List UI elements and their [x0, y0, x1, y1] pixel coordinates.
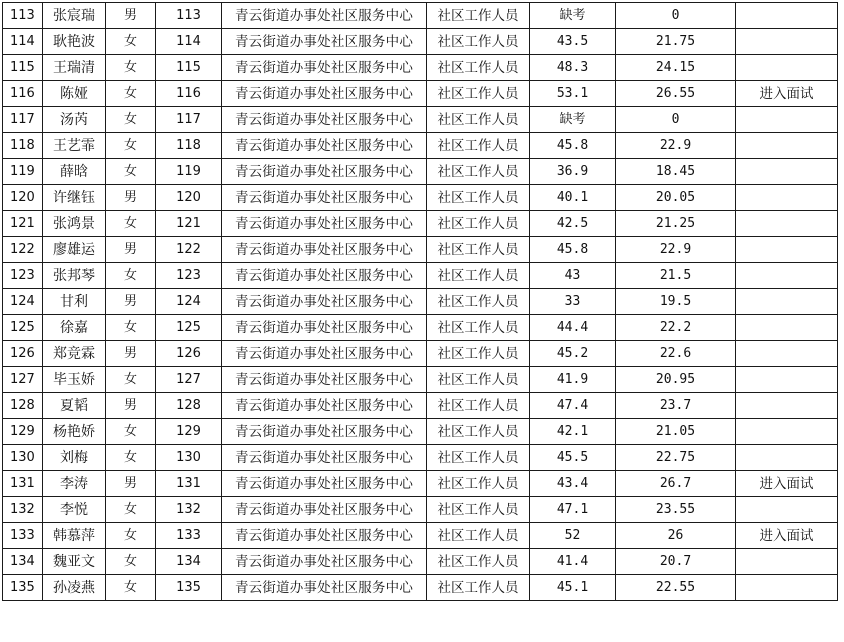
name-cell: 王瑞清 — [43, 55, 106, 81]
remark-cell — [736, 263, 838, 289]
written-score-cell: 45.8 — [530, 133, 616, 159]
ticket-number-cell: 126 — [156, 341, 222, 367]
gender-cell: 男 — [106, 237, 156, 263]
name-cell: 毕玉娇 — [43, 367, 106, 393]
table-row — [3, 185, 838, 211]
table-row — [3, 419, 838, 445]
unit-cell: 青云街道办事处社区服务中心 — [222, 315, 427, 341]
remark-cell — [736, 393, 838, 419]
weighted-score-cell: 22.2 — [616, 315, 736, 341]
ticket-number-cell: 125 — [156, 315, 222, 341]
table-row — [3, 55, 838, 81]
remark-cell — [736, 107, 838, 133]
table-row — [3, 81, 838, 107]
position-cell: 社区工作人员 — [427, 549, 530, 575]
unit-cell: 青云街道办事处社区服务中心 — [222, 211, 427, 237]
name-cell: 耿艳波 — [43, 29, 106, 55]
unit-cell: 青云街道办事处社区服务中心 — [222, 523, 427, 549]
name-cell: 廖雄运 — [43, 237, 106, 263]
ticket-number-cell: 121 — [156, 211, 222, 237]
results-table-body — [3, 3, 838, 601]
written-score-cell: 52 — [530, 523, 616, 549]
gender-cell: 男 — [106, 185, 156, 211]
name-cell: 徐嘉 — [43, 315, 106, 341]
gender-cell: 男 — [106, 3, 156, 29]
gender-cell: 女 — [106, 575, 156, 601]
weighted-score-cell: 20.05 — [616, 185, 736, 211]
table-row — [3, 471, 838, 497]
results-table — [2, 2, 838, 601]
gender-cell: 女 — [106, 55, 156, 81]
gender-cell: 女 — [106, 29, 156, 55]
weighted-score-cell: 22.6 — [616, 341, 736, 367]
remark-cell — [736, 289, 838, 315]
table-row — [3, 575, 838, 601]
table-row — [3, 289, 838, 315]
weighted-score-cell: 21.05 — [616, 419, 736, 445]
gender-cell: 男 — [106, 341, 156, 367]
written-score-cell: 36.9 — [530, 159, 616, 185]
ticket-number-cell: 130 — [156, 445, 222, 471]
unit-cell: 青云街道办事处社区服务中心 — [222, 575, 427, 601]
remark-cell — [736, 29, 838, 55]
written-score-cell: 33 — [530, 289, 616, 315]
table-row — [3, 3, 838, 29]
row-number-cell: 134 — [3, 549, 43, 575]
table-row — [3, 367, 838, 393]
ticket-number-cell: 113 — [156, 3, 222, 29]
weighted-score-cell: 26.55 — [616, 81, 736, 107]
row-number-cell: 123 — [3, 263, 43, 289]
row-number-cell: 126 — [3, 341, 43, 367]
table-row — [3, 497, 838, 523]
ticket-number-cell: 127 — [156, 367, 222, 393]
name-cell: 郑竞霖 — [43, 341, 106, 367]
unit-cell: 青云街道办事处社区服务中心 — [222, 263, 427, 289]
written-score-cell: 缺考 — [530, 107, 616, 133]
name-cell: 陈娅 — [43, 81, 106, 107]
remark-cell — [736, 237, 838, 263]
row-number-cell: 135 — [3, 575, 43, 601]
unit-cell: 青云街道办事处社区服务中心 — [222, 159, 427, 185]
table-row — [3, 523, 838, 549]
gender-cell: 女 — [106, 549, 156, 575]
position-cell: 社区工作人员 — [427, 55, 530, 81]
position-cell: 社区工作人员 — [427, 185, 530, 211]
row-number-cell: 113 — [3, 3, 43, 29]
weighted-score-cell: 21.5 — [616, 263, 736, 289]
gender-cell: 女 — [106, 315, 156, 341]
row-number-cell: 133 — [3, 523, 43, 549]
written-score-cell: 45.8 — [530, 237, 616, 263]
unit-cell: 青云街道办事处社区服务中心 — [222, 55, 427, 81]
written-score-cell: 48.3 — [530, 55, 616, 81]
position-cell: 社区工作人员 — [427, 419, 530, 445]
remark-cell: 进入面试 — [736, 471, 838, 497]
weighted-score-cell: 19.5 — [616, 289, 736, 315]
weighted-score-cell: 20.7 — [616, 549, 736, 575]
unit-cell: 青云街道办事处社区服务中心 — [222, 367, 427, 393]
row-number-cell: 116 — [3, 81, 43, 107]
ticket-number-cell: 117 — [156, 107, 222, 133]
remark-cell — [736, 211, 838, 237]
weighted-score-cell: 21.75 — [616, 29, 736, 55]
name-cell: 甘利 — [43, 289, 106, 315]
gender-cell: 女 — [106, 263, 156, 289]
name-cell: 韩慕萍 — [43, 523, 106, 549]
written-score-cell: 53.1 — [530, 81, 616, 107]
name-cell: 张宸瑞 — [43, 3, 106, 29]
unit-cell: 青云街道办事处社区服务中心 — [222, 341, 427, 367]
position-cell: 社区工作人员 — [427, 393, 530, 419]
name-cell: 孙凌燕 — [43, 575, 106, 601]
row-number-cell: 122 — [3, 237, 43, 263]
remark-cell — [736, 549, 838, 575]
unit-cell: 青云街道办事处社区服务中心 — [222, 471, 427, 497]
table-row — [3, 549, 838, 575]
remark-cell — [736, 315, 838, 341]
unit-cell: 青云街道办事处社区服务中心 — [222, 81, 427, 107]
name-cell: 夏韬 — [43, 393, 106, 419]
remark-cell — [736, 133, 838, 159]
remark-cell — [736, 185, 838, 211]
written-score-cell: 47.1 — [530, 497, 616, 523]
table-row — [3, 133, 838, 159]
weighted-score-cell: 23.55 — [616, 497, 736, 523]
position-cell: 社区工作人员 — [427, 133, 530, 159]
weighted-score-cell: 0 — [616, 107, 736, 133]
table-row — [3, 341, 838, 367]
position-cell: 社区工作人员 — [427, 445, 530, 471]
row-number-cell: 129 — [3, 419, 43, 445]
unit-cell: 青云街道办事处社区服务中心 — [222, 289, 427, 315]
unit-cell: 青云街道办事处社区服务中心 — [222, 497, 427, 523]
ticket-number-cell: 133 — [156, 523, 222, 549]
written-score-cell: 40.1 — [530, 185, 616, 211]
row-number-cell: 115 — [3, 55, 43, 81]
remark-cell — [736, 55, 838, 81]
gender-cell: 男 — [106, 289, 156, 315]
table-row — [3, 211, 838, 237]
weighted-score-cell: 22.55 — [616, 575, 736, 601]
weighted-score-cell: 0 — [616, 3, 736, 29]
unit-cell: 青云街道办事处社区服务中心 — [222, 445, 427, 471]
table-row — [3, 445, 838, 471]
remark-cell — [736, 159, 838, 185]
written-score-cell: 44.4 — [530, 315, 616, 341]
position-cell: 社区工作人员 — [427, 263, 530, 289]
row-number-cell: 121 — [3, 211, 43, 237]
weighted-score-cell: 24.15 — [616, 55, 736, 81]
name-cell: 张邦琴 — [43, 263, 106, 289]
unit-cell: 青云街道办事处社区服务中心 — [222, 107, 427, 133]
ticket-number-cell: 120 — [156, 185, 222, 211]
written-score-cell: 45.1 — [530, 575, 616, 601]
ticket-number-cell: 115 — [156, 55, 222, 81]
name-cell: 汤芮 — [43, 107, 106, 133]
gender-cell: 女 — [106, 133, 156, 159]
row-number-cell: 117 — [3, 107, 43, 133]
remark-cell — [736, 419, 838, 445]
row-number-cell: 127 — [3, 367, 43, 393]
ticket-number-cell: 134 — [156, 549, 222, 575]
table-row — [3, 393, 838, 419]
position-cell: 社区工作人员 — [427, 471, 530, 497]
row-number-cell: 131 — [3, 471, 43, 497]
position-cell: 社区工作人员 — [427, 29, 530, 55]
ticket-number-cell: 132 — [156, 497, 222, 523]
gender-cell: 女 — [106, 445, 156, 471]
position-cell: 社区工作人员 — [427, 211, 530, 237]
remark-cell — [736, 497, 838, 523]
written-score-cell: 42.5 — [530, 211, 616, 237]
gender-cell: 男 — [106, 393, 156, 419]
position-cell: 社区工作人员 — [427, 497, 530, 523]
name-cell: 张鸿景 — [43, 211, 106, 237]
row-number-cell: 114 — [3, 29, 43, 55]
table-row — [3, 107, 838, 133]
row-number-cell: 132 — [3, 497, 43, 523]
name-cell: 杨艳娇 — [43, 419, 106, 445]
name-cell: 薛晗 — [43, 159, 106, 185]
name-cell: 李涛 — [43, 471, 106, 497]
unit-cell: 青云街道办事处社区服务中心 — [222, 549, 427, 575]
gender-cell: 女 — [106, 107, 156, 133]
unit-cell: 青云街道办事处社区服务中心 — [222, 29, 427, 55]
gender-cell: 女 — [106, 419, 156, 445]
row-number-cell: 128 — [3, 393, 43, 419]
position-cell: 社区工作人员 — [427, 341, 530, 367]
position-cell: 社区工作人员 — [427, 523, 530, 549]
weighted-score-cell: 20.95 — [616, 367, 736, 393]
row-number-cell: 124 — [3, 289, 43, 315]
gender-cell: 女 — [106, 211, 156, 237]
gender-cell: 女 — [106, 81, 156, 107]
ticket-number-cell: 128 — [156, 393, 222, 419]
ticket-number-cell: 135 — [156, 575, 222, 601]
weighted-score-cell: 22.9 — [616, 133, 736, 159]
ticket-number-cell: 114 — [156, 29, 222, 55]
ticket-number-cell: 124 — [156, 289, 222, 315]
position-cell: 社区工作人员 — [427, 367, 530, 393]
row-number-cell: 118 — [3, 133, 43, 159]
written-score-cell: 43.5 — [530, 29, 616, 55]
weighted-score-cell: 22.9 — [616, 237, 736, 263]
row-number-cell: 130 — [3, 445, 43, 471]
position-cell: 社区工作人员 — [427, 107, 530, 133]
name-cell: 刘梅 — [43, 445, 106, 471]
unit-cell: 青云街道办事处社区服务中心 — [222, 3, 427, 29]
ticket-number-cell: 122 — [156, 237, 222, 263]
ticket-number-cell: 123 — [156, 263, 222, 289]
row-number-cell: 125 — [3, 315, 43, 341]
written-score-cell: 47.4 — [530, 393, 616, 419]
written-score-cell: 45.5 — [530, 445, 616, 471]
position-cell: 社区工作人员 — [427, 237, 530, 263]
position-cell: 社区工作人员 — [427, 289, 530, 315]
remark-cell: 进入面试 — [736, 81, 838, 107]
row-number-cell: 120 — [3, 185, 43, 211]
position-cell: 社区工作人员 — [427, 575, 530, 601]
ticket-number-cell: 119 — [156, 159, 222, 185]
gender-cell: 女 — [106, 367, 156, 393]
table-row — [3, 159, 838, 185]
unit-cell: 青云街道办事处社区服务中心 — [222, 393, 427, 419]
remark-cell — [736, 367, 838, 393]
gender-cell: 女 — [106, 523, 156, 549]
unit-cell: 青云街道办事处社区服务中心 — [222, 133, 427, 159]
ticket-number-cell: 118 — [156, 133, 222, 159]
written-score-cell: 42.1 — [530, 419, 616, 445]
weighted-score-cell: 23.7 — [616, 393, 736, 419]
ticket-number-cell: 116 — [156, 81, 222, 107]
weighted-score-cell: 26 — [616, 523, 736, 549]
weighted-score-cell: 18.45 — [616, 159, 736, 185]
position-cell: 社区工作人员 — [427, 159, 530, 185]
gender-cell: 男 — [106, 471, 156, 497]
name-cell: 魏亚文 — [43, 549, 106, 575]
position-cell: 社区工作人员 — [427, 3, 530, 29]
remark-cell: 进入面试 — [736, 523, 838, 549]
weighted-score-cell: 26.7 — [616, 471, 736, 497]
written-score-cell: 41.9 — [530, 367, 616, 393]
written-score-cell: 41.4 — [530, 549, 616, 575]
table-row — [3, 315, 838, 341]
weighted-score-cell: 21.25 — [616, 211, 736, 237]
written-score-cell: 43.4 — [530, 471, 616, 497]
name-cell: 王艺霏 — [43, 133, 106, 159]
unit-cell: 青云街道办事处社区服务中心 — [222, 419, 427, 445]
table-row — [3, 263, 838, 289]
name-cell: 李悦 — [43, 497, 106, 523]
gender-cell: 女 — [106, 497, 156, 523]
table-row — [3, 237, 838, 263]
remark-cell — [736, 445, 838, 471]
name-cell: 许继钰 — [43, 185, 106, 211]
position-cell: 社区工作人员 — [427, 81, 530, 107]
gender-cell: 女 — [106, 159, 156, 185]
written-score-cell: 缺考 — [530, 3, 616, 29]
remark-cell — [736, 575, 838, 601]
unit-cell: 青云街道办事处社区服务中心 — [222, 185, 427, 211]
written-score-cell: 43 — [530, 263, 616, 289]
row-number-cell: 119 — [3, 159, 43, 185]
position-cell: 社区工作人员 — [427, 315, 530, 341]
ticket-number-cell: 131 — [156, 471, 222, 497]
written-score-cell: 45.2 — [530, 341, 616, 367]
unit-cell: 青云街道办事处社区服务中心 — [222, 237, 427, 263]
remark-cell — [736, 341, 838, 367]
ticket-number-cell: 129 — [156, 419, 222, 445]
table-row — [3, 29, 838, 55]
remark-cell — [736, 3, 838, 29]
weighted-score-cell: 22.75 — [616, 445, 736, 471]
